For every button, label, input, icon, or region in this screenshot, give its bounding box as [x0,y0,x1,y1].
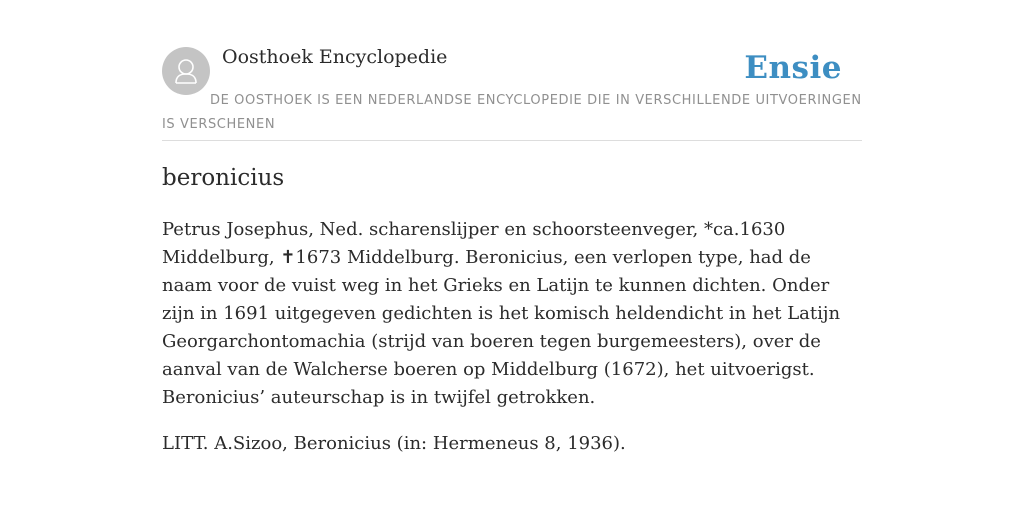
avatar[interactable] [162,47,210,95]
entry-body: Petrus Josephus, Ned. scharenslijper en schoorsteenveger, *ca.1630 Middelburg, ✝1673 Middelburg. Beronicius, een verlopen type, had de naam voor de vuist weg in het Grieks en Latijn te kunnen dichten. Onder zijn in 1691 uitgegeven gedichten is het komisch heldendicht in het Latijn Georgarchontomachia (strijd van boeren tegen burgemeesters), over de aanval van de Walcherse boeren op Middelburg (1672), het uitvoerigst. Beronicius’ auteurschap is in twijfel getrokken. [162,219,841,408]
ensie-logo[interactable]: Ensie [744,50,842,86]
entry-title: beronicius [162,165,285,191]
site-title-link[interactable]: Oosthoek Encyclopedie [222,46,448,68]
entry-content [162,160,862,476]
entry-literature: LITT. A.Sizoo, Beronicius (in: Hermeneus 8, 1936). [162,433,626,454]
header [162,44,862,141]
site-tagline: DE OOSTHOEK IS EEN NEDERLANDSE ENCYCLOPEDIE DIE IN VERSCHILLENDE UITVOERINGEN IS VERSCHENEN [162,93,862,132]
user-icon [162,47,210,95]
